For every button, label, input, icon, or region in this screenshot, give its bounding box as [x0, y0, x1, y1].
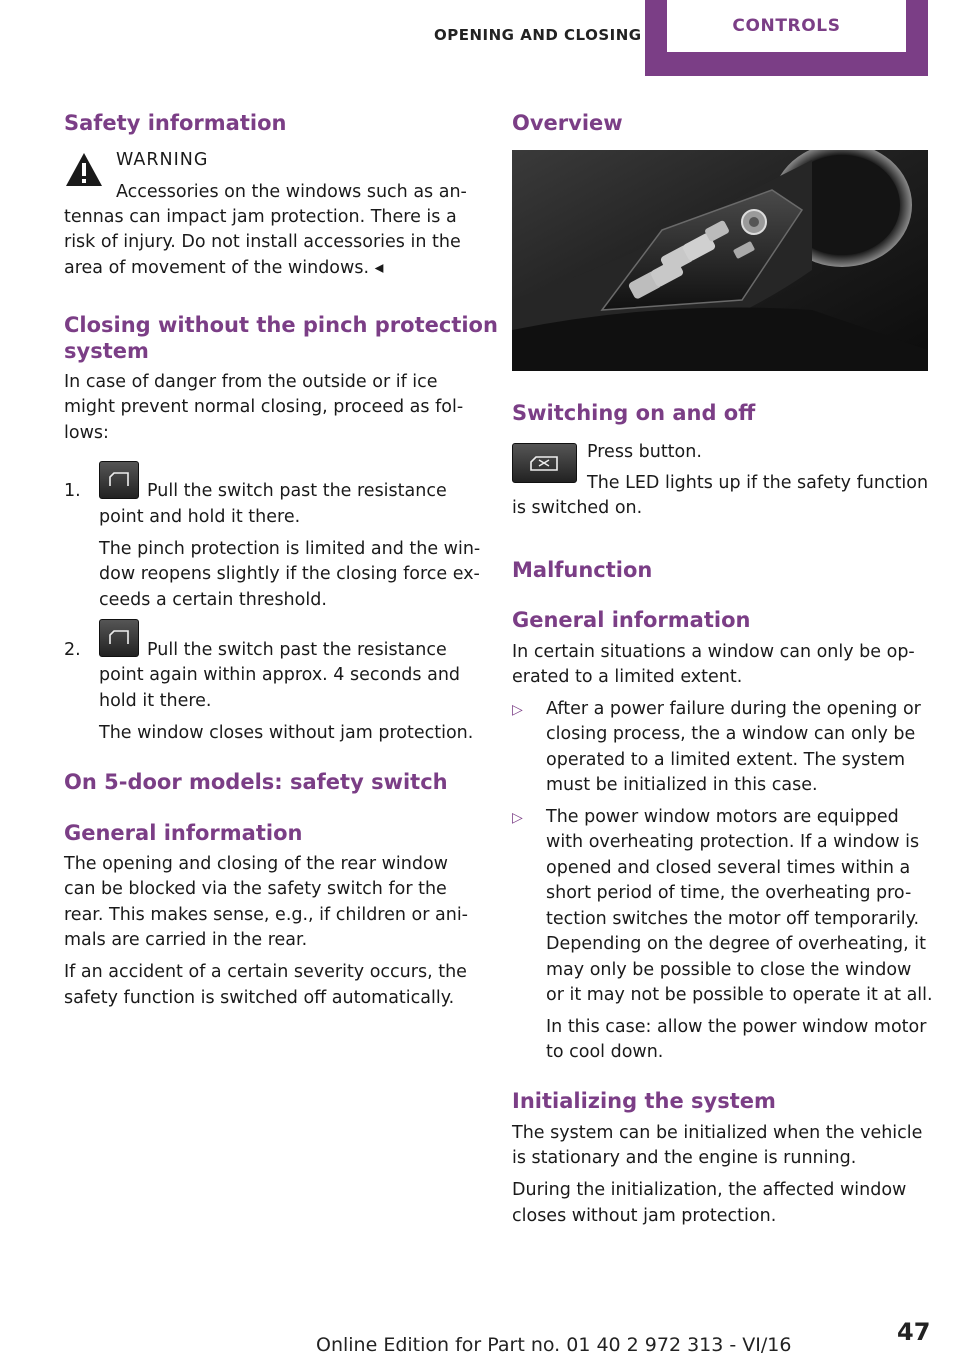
- init-p1-1: The system can be initialized when the vehicle: [512, 1123, 923, 1143]
- bullet-1-line-2: closing process, the a window can only be: [546, 724, 916, 744]
- bullet-2-line-6: Depending on the degree of overheating, it: [546, 934, 926, 954]
- step-2-detail: The window closes without jam protection.: [99, 723, 474, 743]
- page-number: 47: [897, 1318, 931, 1346]
- general-p1-2: can be blocked via the safety switch for the: [64, 879, 447, 899]
- window-switch-icon: [99, 619, 139, 657]
- general-p1-1: The opening and closing of the rear window: [64, 854, 448, 874]
- footer-edition: Online Edition for Part no. 01 40 2 972 313 - VI/16: [316, 1334, 792, 1356]
- warning-triangle-icon: [64, 150, 104, 194]
- warning-line-2: tennas can impact jam protection. There is a: [64, 207, 457, 227]
- bullet-2-line-2: with overheating protection. If a window is: [546, 832, 920, 852]
- bullet-2-extra-1: In this case: allow the power window motor: [546, 1017, 927, 1037]
- general-p1-4: mals are carried in the rear.: [64, 930, 308, 950]
- bullet-2-extra-2: to cool down.: [546, 1042, 664, 1062]
- step-1-detail-1: The pinch protection is limited and the win-: [99, 539, 481, 559]
- warning-line-1: Accessories on the windows such as an-: [116, 182, 467, 202]
- closing-intro-1: In case of danger from the outside or if ice: [64, 372, 438, 392]
- switching-line-3: is switched on.: [512, 498, 643, 518]
- closing-heading-line-1: Closing without the pinch protection: [64, 313, 498, 337]
- overview-heading: Overview: [512, 111, 623, 135]
- closing-intro-3: lows:: [64, 423, 109, 443]
- step-1-detail-3: ceeds a certain threshold.: [99, 590, 327, 610]
- header-section-title: OPENING AND CLOSING: [434, 26, 642, 44]
- step-1-line-1: Pull the switch past the resistance: [147, 481, 447, 501]
- switching-line-2: The LED lights up if the safety function: [587, 473, 929, 493]
- step-2-number: 2.: [64, 640, 81, 660]
- header-tab: [645, 0, 928, 76]
- warning-line-4: area of movement of the windows. ◂: [64, 258, 384, 278]
- header-tab-label: CONTROLS: [667, 0, 906, 52]
- bullet-triangle-icon: ▷: [512, 810, 523, 826]
- general-p2-2: safety function is switched off automatically.: [64, 988, 455, 1008]
- door-switch-panel-photo: [512, 150, 928, 371]
- bullet-1-line-4: must be initialized in this case.: [546, 775, 818, 795]
- init-p2-2: closes without jam protection.: [512, 1206, 777, 1226]
- step-1-line-2: point and hold it there.: [99, 507, 301, 527]
- closing-heading-line-2: system: [64, 339, 149, 363]
- general-info-heading: General information: [64, 821, 303, 845]
- bullet-2-line-4: short period of time, the overheating pro-: [546, 883, 912, 903]
- bullet-1-line-1: After a power failure during the opening or: [546, 699, 921, 719]
- bullet-1-line-3: operated to a limited extent. The system: [546, 750, 906, 770]
- switching-line-1: Press button.: [587, 442, 702, 462]
- malfunction-intro-1: In certain situations a window can only be op-: [512, 642, 915, 662]
- bullet-triangle-icon: ▷: [512, 702, 523, 718]
- general-p1-3: rear. This makes sense, e.g., if children or ani-: [64, 905, 468, 925]
- five-door-heading: On 5-door models: safety switch: [64, 770, 448, 794]
- bullet-2-line-3: opened and closed several times within a: [546, 858, 911, 878]
- malfunction-heading: Malfunction: [512, 558, 653, 582]
- step-1-number: 1.: [64, 481, 81, 501]
- step-2-line-1: Pull the switch past the resistance: [147, 640, 447, 660]
- warning-label: WARNING: [116, 150, 209, 170]
- bullet-2-line-7: may only be possible to close the window: [546, 960, 912, 980]
- malfunction-intro-2: erated to a limited extent.: [512, 667, 743, 687]
- closing-intro-2: might prevent normal closing, proceed as fol-: [64, 397, 464, 417]
- warning-line-3: risk of injury. Do not install accessories in the: [64, 232, 461, 252]
- bullet-2-line-8: or it may not be possible to operate it at all.: [546, 985, 933, 1005]
- init-heading: Initializing the system: [512, 1089, 776, 1113]
- init-p1-2: is stationary and the engine is running.: [512, 1148, 857, 1168]
- window-switch-icon: [99, 461, 139, 499]
- bullet-2-line-5: tection switches the motor off temporarily.: [546, 909, 920, 929]
- step-2-line-3: hold it there.: [99, 691, 212, 711]
- step-2-line-2: point again within approx. 4 seconds and: [99, 665, 461, 685]
- safety-switch-icon: [512, 443, 577, 483]
- switching-heading: Switching on and off: [512, 401, 756, 425]
- step-1-detail-2: dow reopens slightly if the closing force ex-: [99, 564, 480, 584]
- malfunction-general-heading: General information: [512, 608, 751, 632]
- general-p2-1: If an accident of a certain severity occurs, the: [64, 962, 467, 982]
- bullet-2-line-1: The power window motors are equipped: [546, 807, 899, 827]
- init-p2-1: During the initialization, the affected window: [512, 1180, 907, 1200]
- safety-info-heading: Safety information: [64, 111, 287, 135]
